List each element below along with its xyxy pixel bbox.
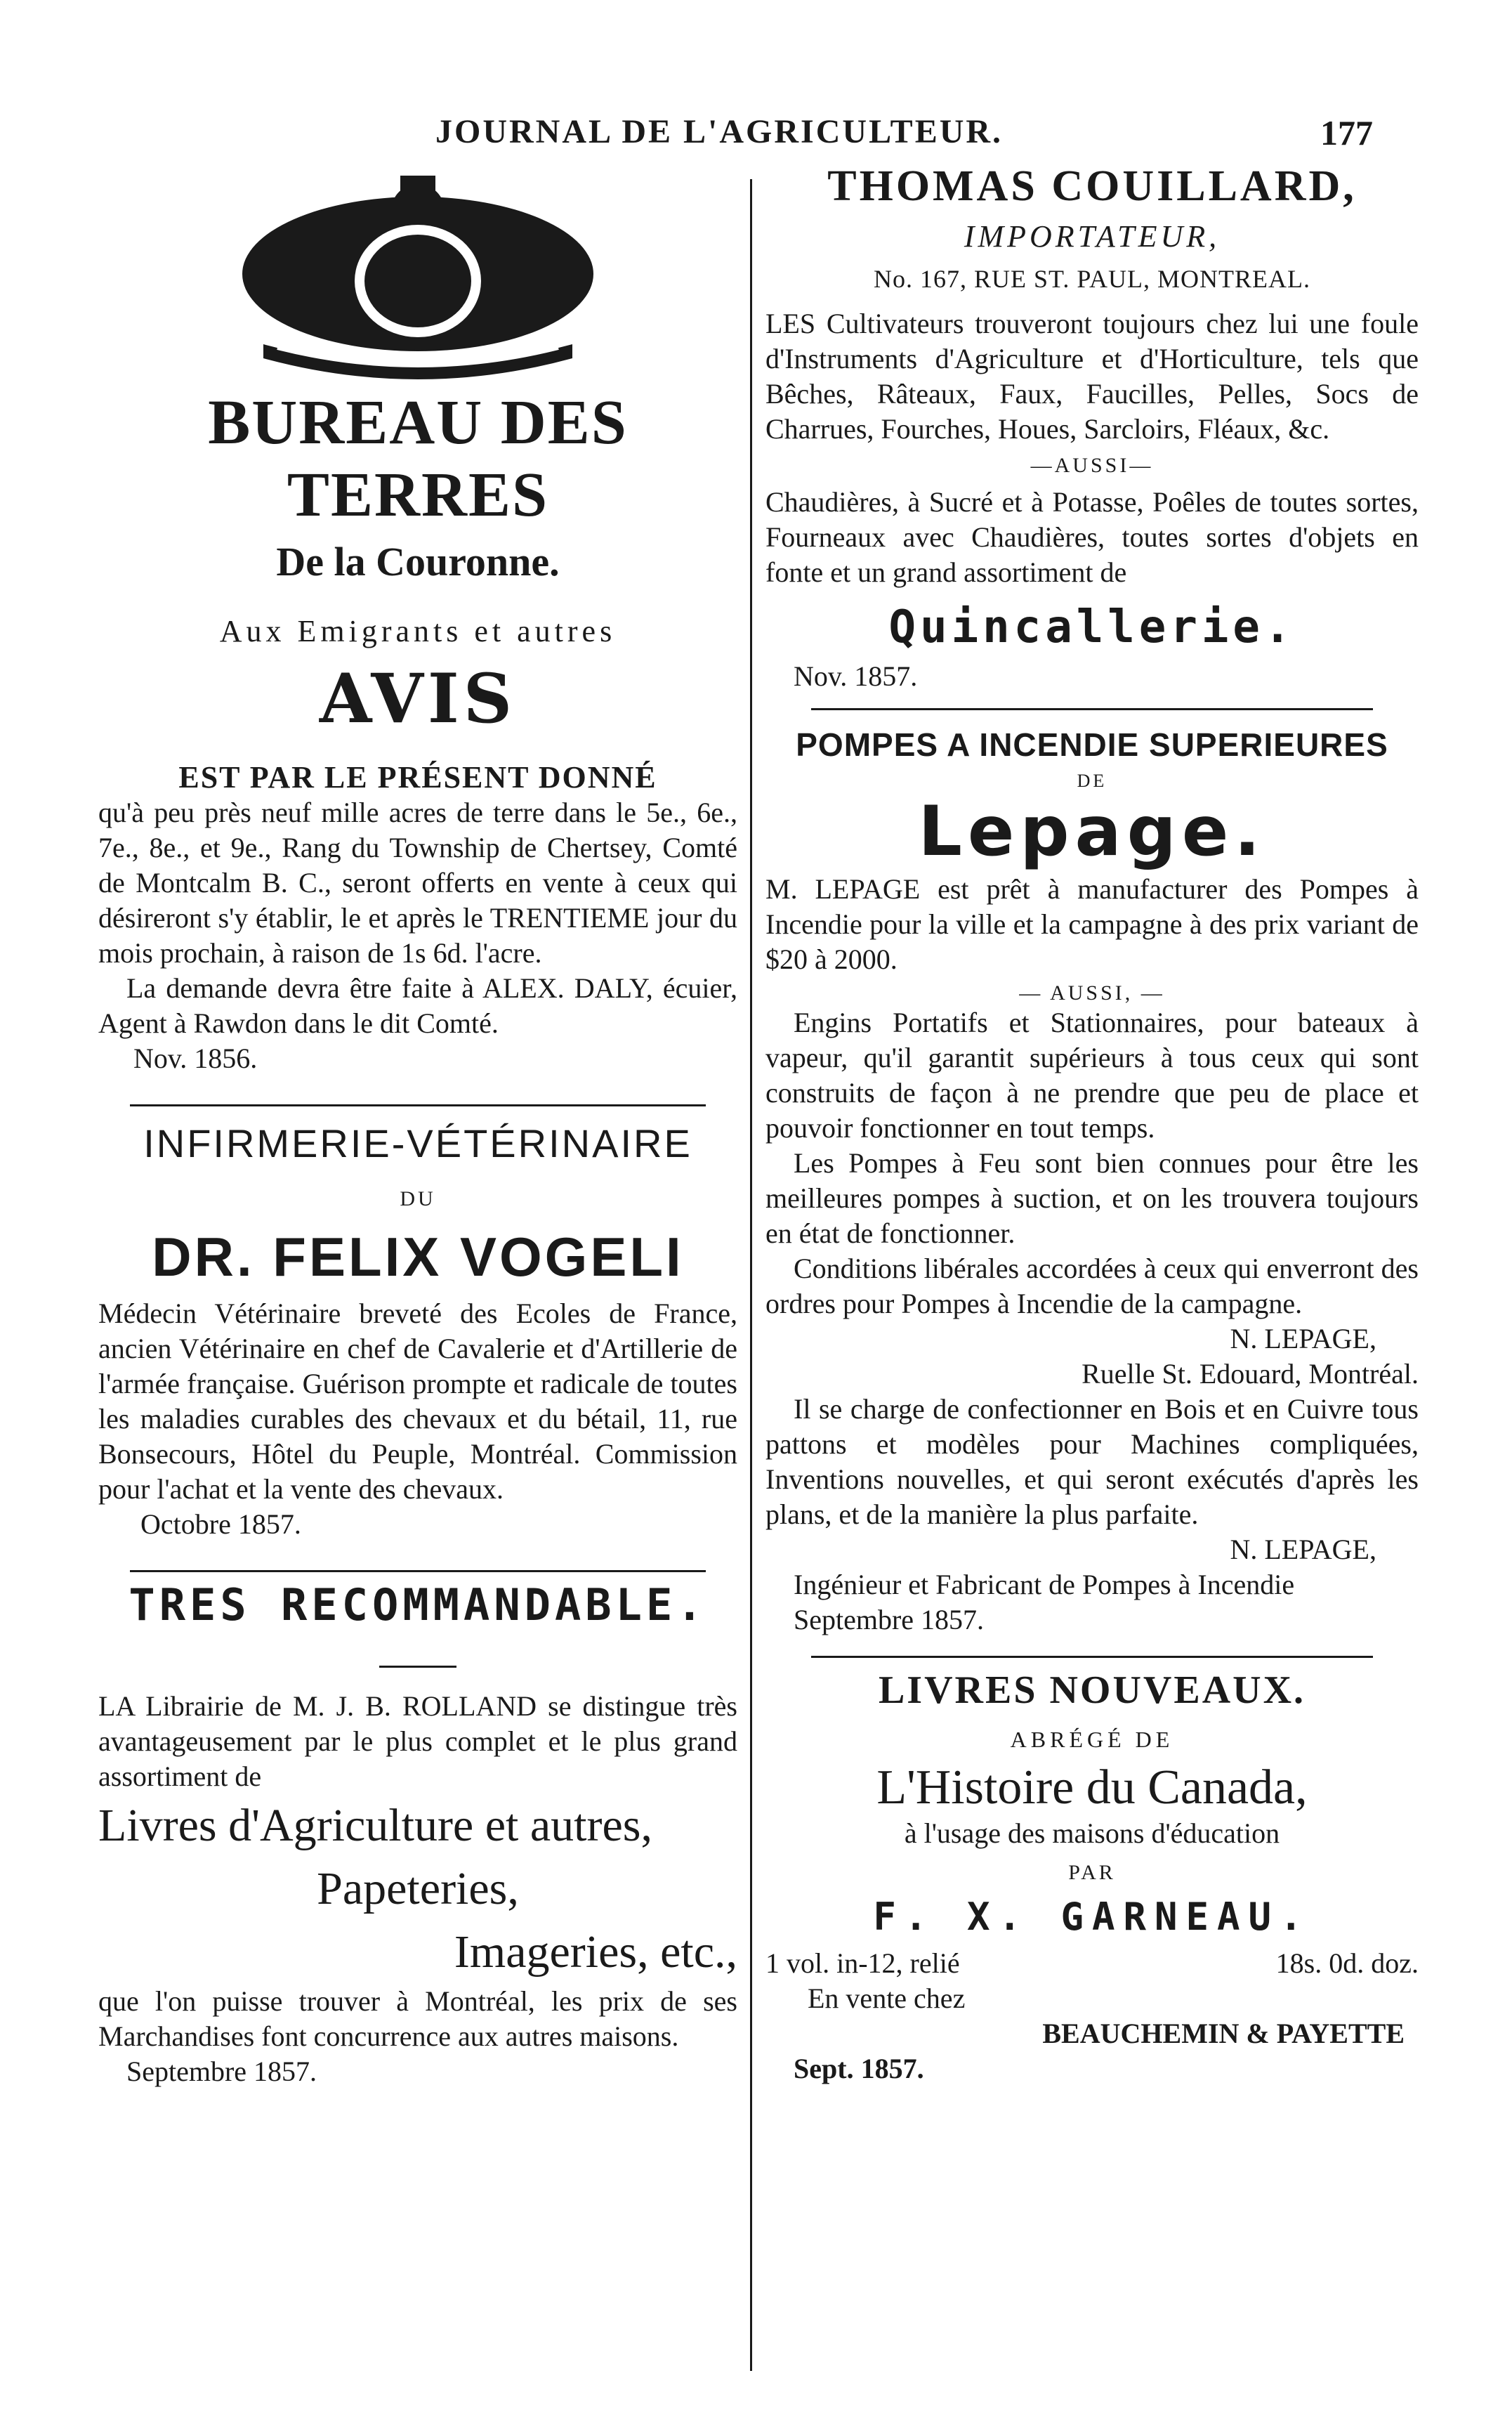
lepage-p1: M. LEPAGE est prêt à manufacturer des Pompes à Incendie pour la ville et la campagne à des prix variant de $20 à 2000. (765, 873, 1419, 975)
rolland-intro: LA Librairie de M. J. B. ROLLAND se distingue très avantageusement par le plus complet et le plus grand assortiment de (98, 1690, 737, 1792)
avis-lead: EST PAR LE PRÉSENT DONNÉ (178, 760, 657, 795)
left-column (98, 162, 737, 2089)
bureau-title: BUREAU DES TERRES (208, 388, 628, 530)
rolland-title: TRES RECOMMANDABLE. (129, 1579, 707, 1630)
livres-histoire: L'Histoire du Canada, (876, 1760, 1308, 1815)
couillard-body-2: Chaudières, à Sucré et à Potasse, Poêles de toutes sortes, Fourneaux avec Chaudières, toutes sortes d'objets en fonte et un grand assortiment de (765, 486, 1419, 588)
infirmerie-title: INFIRMERIE-VÉTÉRINAIRE (143, 1121, 692, 1165)
couillard-address: No. 167, RUE ST. PAUL, MONTREAL. (873, 265, 1311, 293)
livres-title: LIVRES NOUVEAUX. (878, 1668, 1306, 1712)
infirmerie-body: Médecin Vétérinaire breveté des Ecoles de France, ancien Vétérinaire en chef de Cavalerie et d'Artillerie de l'armée française. Guérison prompte et radicale de toutes les maladies curables des chevaux et du bétail, 11, rue Bonsecours, Hôtel du Peuple, Montréal. Commission pour l'achat et la vente des chevaux. (98, 1298, 737, 1505)
avis-body: qu'à peu près neuf mille acres de terre dans le 5e., 6e., 7e., 8e., et 9e., Rang du Township de Chertsey, Comté de Montcalm B. C., seront offerts en vente à ceux qui désireront s'y établir, le et après le TRENTIEME jour du mois prochain, à raison de 1s 6d. l'acre. (98, 797, 737, 969)
bureau-to: Aux Emigrants et autres (219, 614, 617, 648)
couillard-role: IMPORTATEUR, (964, 219, 1221, 254)
couillard-body: LES Cultivateurs trouveront toujours chez lui une foule d'Instruments d'Agriculture et d'Horticulture, tels que Bêches, Râteaux, Faux, Faucilles, Pelles, Socs de Charrues, Fourches, Houes, Sarcloirs, Fléaux, &c. (765, 308, 1419, 445)
lepage-p3: Les Pompes à Feu sont bien connues pour être les meilleures pompes à suction, et on les trouvera toujours en état de fonctionner. (765, 1147, 1419, 1249)
lepage-address: Ruelle St. Edouard, Montréal. (1082, 1358, 1419, 1390)
rolland-date: Septembre 1857. (126, 2056, 317, 2087)
lepage-p5: Il se charge de confectionner en Bois et en Cuivre tous pattons et modèles pour Machines compliquées, Inventions nouvelles, et qui seront exécutés d'après les plans, et de la manière la plus parfaite. (765, 1393, 1419, 1530)
rolland-outro: que l'on puisse trouver à Montréal, les prix de ses Marchandises font concurrence aux autres maisons. (98, 1985, 737, 2052)
livres-vente: En vente chez (808, 1982, 966, 2014)
couillard-aussi: —AUSSI— (1030, 454, 1154, 477)
infirmerie-du: DU (400, 1187, 436, 1210)
avis-demand: La demande devra être faite à ALEX. DALY, écuier, Agent à Rawdon dans le dit Comté. (98, 972, 737, 1039)
livres-date: Sept. 1857. (794, 2053, 924, 2084)
lepage-name: Lepage. (918, 792, 1266, 872)
divider (130, 1104, 706, 1106)
lepage-aussi: — AUSSI, — (1019, 981, 1165, 1005)
lepage-signature-2: N. LEPAGE, (1230, 1534, 1376, 1565)
couillard-ad (765, 162, 1419, 694)
pompes-de: DE (1077, 771, 1107, 791)
avis-date: Nov. 1856. (133, 1043, 258, 1074)
avis-heading: AVIS (319, 659, 517, 738)
divider (130, 1570, 706, 1572)
rolland-line-2: Papeteries, (317, 1863, 519, 1914)
divider (811, 708, 1373, 710)
livres-author: F. X. GARNEAU. (873, 1895, 1311, 1939)
livres-price: 18s. 0d. doz. (1275, 1947, 1419, 1979)
rolland-line-1: Livres d'Agriculture et autres, (98, 1800, 652, 1851)
short-rule (379, 1666, 456, 1668)
livres-abrege: ABRÉGÉ DE (1010, 1727, 1174, 1752)
lepage-ad (765, 726, 1419, 1638)
couillard-date: Nov. 1857. (794, 660, 918, 692)
lepage-p2: Engins Portatifs et Stationnaires, pour bateaux à vapeur, qu'il garantit supérieurs à tous ceux qui sont construits de façon à ne prendre que peu de place et pouvoir fonctionner en tout temps. (765, 1007, 1419, 1144)
bureau-subtitle: De la Couronne. (276, 539, 560, 584)
lepage-p4: Conditions libérales accordées à ceux qui enverront des ordres pour Pompes à Incendie de la campagne. (765, 1253, 1419, 1319)
rolland-ad (98, 1579, 737, 2089)
livres-seller: BEAUCHEMIN & PAYETTE (1042, 2018, 1405, 2049)
column-divider (750, 179, 752, 2371)
lepage-title: Ingénieur et Fabricant de Pompes à Incendie (794, 1569, 1295, 1600)
livres-price-row (765, 1946, 1419, 1981)
livres-ad (765, 1668, 1419, 2086)
infirmerie-date: Octobre 1857. (140, 1508, 301, 1540)
pompes-title: POMPES A INCENDIE SUPERIEURES (796, 726, 1388, 763)
page-number: 177 (1320, 113, 1373, 152)
rolland-line-3: Imageries, etc., (454, 1926, 737, 1978)
quincaillerie-heading: Quincallerie. (888, 601, 1296, 653)
divider (811, 1656, 1373, 1658)
running-header (0, 112, 1512, 155)
lepage-signature-1: N. LEPAGE, (1230, 1323, 1376, 1354)
livres-volume: 1 vol. in-12, relié (765, 1947, 960, 1979)
livres-usage: à l'usage des maisons d'éducation (904, 1817, 1280, 1849)
couillard-name: THOMAS COUILLARD, (827, 162, 1357, 210)
royal-coat-of-arms-icon (221, 169, 614, 379)
lepage-date: Septembre 1857. (794, 1604, 985, 1635)
infirmerie-ad (98, 1120, 737, 1542)
journal-title: JOURNAL DE L'AGRICULTEUR. (435, 113, 1004, 150)
vogeli-name: DR. FELIX VOGELI (152, 1226, 684, 1288)
bureau-des-terres-ad (98, 169, 737, 1076)
livres-par: PAR (1068, 1861, 1116, 1884)
right-column (765, 162, 1419, 2086)
